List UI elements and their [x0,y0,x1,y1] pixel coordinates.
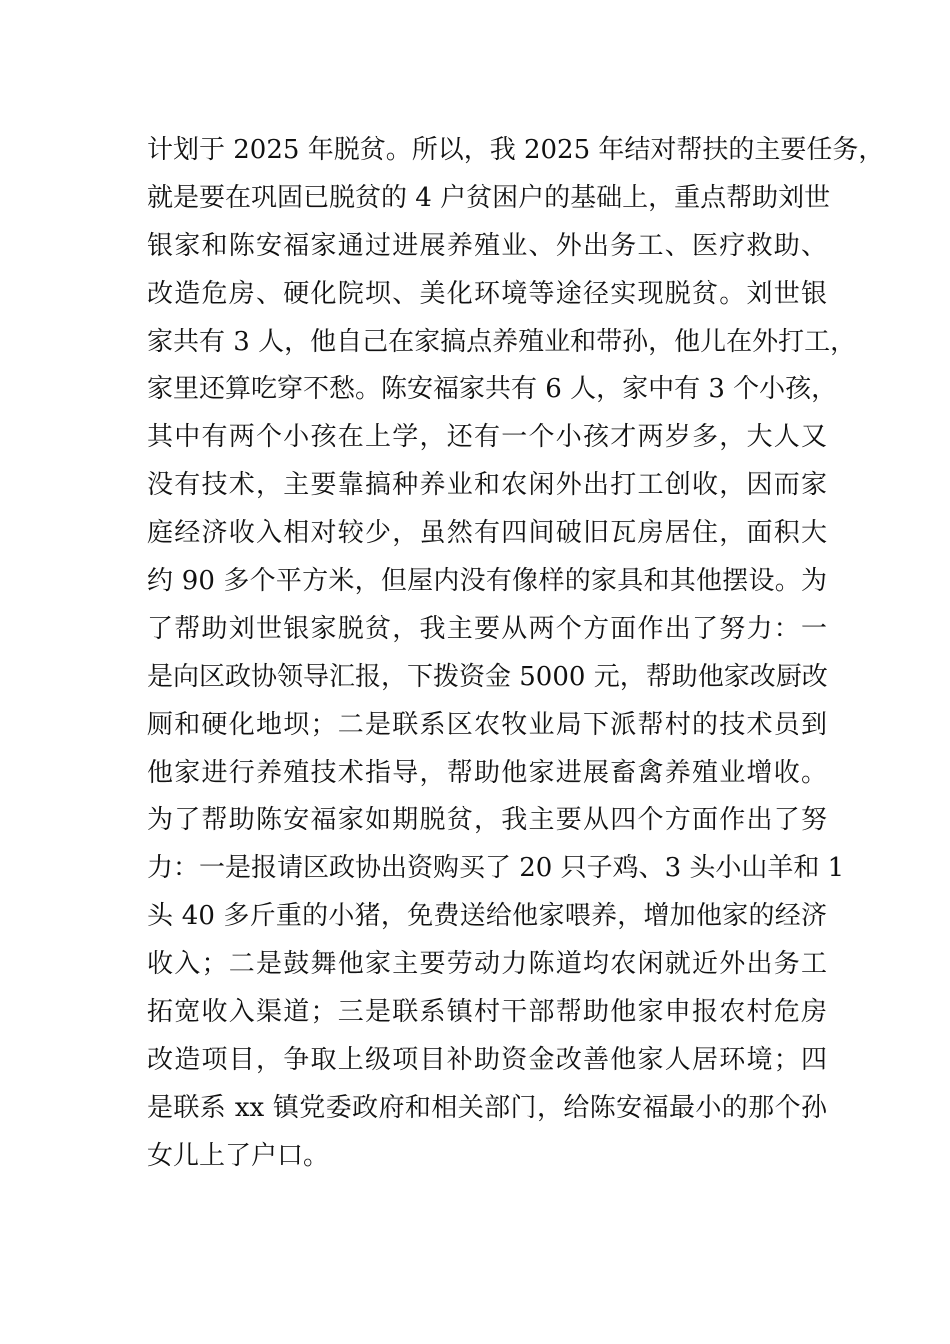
text-line: 改造项目，争取上级项目补助资金改善他家人居环境；四 [147,1044,827,1075]
text-line: 拓宽收入渠道；三是联系镇村干部帮助他家申报农村危房 [147,997,827,1028]
text-line: 收入；二是鼓舞他家主要劳动力陈道均农闲就近外出务工 [147,949,827,980]
text-line: 他家进行养殖技术指导，帮助他家进展畜禽养殖业增收。 [147,757,827,788]
text-line: 家共有 3 人，他自己在家搞点养殖业和带孙，他儿在外打工， [147,326,857,357]
text-line: 厕和硬化地坝；二是联系区农牧业局下派帮村的技术员到 [147,709,827,740]
body-text [147,127,885,1181]
text-line: 就是要在巩固已脱贫的 4 户贫困户的基础上，重点帮助刘世 [147,182,831,213]
text-line: 为了帮助陈安福家如期脱贫，我主要从四个方面作出了努 [147,805,827,836]
text-line: 是联系 xx 镇党委政府和相关部门，给陈安福最小的那个孙 [147,1092,827,1123]
text-line: 没有技术，主要靠搞种养业和农闲外出打工创收，因而家 [147,470,827,501]
text-line: 了帮助刘世银家脱贫，我主要从两个方面作出了努力：一 [147,613,827,644]
text-line: 庭经济收入相对较少，虽然有四间破旧瓦房居住，面积大 [147,518,827,549]
text-line: 约 90 多个平方米，但屋内没有像样的家具和其他摆设。为 [147,566,827,597]
text-line: 其中有两个小孩在上学，还有一个小孩才两岁多，大人又 [147,422,827,453]
text-line: 家里还算吃穿不愁。陈安福家共有 6 人，家中有 3 个小孩， [147,374,838,405]
text-line: 力：一是报请区政协出资购买了 20 只子鸡、3 头小山羊和 1 [147,853,845,884]
text-line: 计划于 2025 年脱贫。所以，我 2025 年结对帮扶的主要任务， [147,135,885,165]
text-line: 改造危房、硬化院坝、美化环境等途径实现脱贫。刘世银 [147,278,827,309]
text-line: 银家和陈安福家通过进展养殖业、外出务工、医疗救助、 [147,230,827,261]
text-line: 女儿上了户口。 [147,1140,330,1171]
text-line: 是向区政协领导汇报，下拨资金 5000 元，帮助他家改厨改 [147,661,828,692]
text-line: 头 40 多斤重的小猪，免费送给他家喂养，增加他家的经济 [147,901,827,932]
